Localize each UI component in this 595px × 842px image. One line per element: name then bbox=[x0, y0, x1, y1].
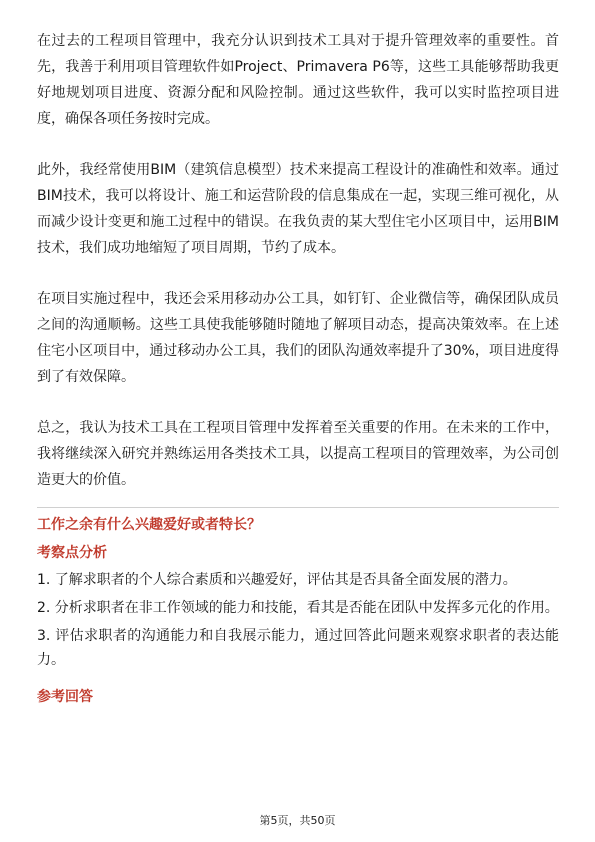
section-divider bbox=[37, 507, 559, 508]
paragraph: 在项目实施过程中，我还会采用移动办公工具，如钉钉、企业微信等，确保团队成员之间的沟通顺畅。这些工具使我能够随时随地了解项目动态，提高决策效率。在上述住宅小区项目中，通过移动办公工具，我们的团队沟通效率提升了30%，项目进度得到了有效保障。 bbox=[37, 291, 559, 385]
analysis-item: 2. 分析求职者在非工作领域的能力和技能，看其是否能在团队中发挥多元化的作用。 bbox=[37, 600, 559, 616]
page-content bbox=[37, 28, 559, 708]
answer-title: 参考回答 bbox=[37, 689, 93, 705]
paragraph: 在过去的工程项目管理中，我充分认识到技术工具对于提升管理效率的重要性。首先，我善于利用项目管理软件如Project、Primavera P6等，这些工具能够帮助我更好地规划项目进度、资源分配和风险控制。通过这些软件，我可以实时监控项目进度，确保各项任务按时完成。 bbox=[37, 33, 559, 127]
paragraph: 此外，我经常使用BIM（建筑信息模型）技术来提高工程设计的准确性和效率。通过BIM技术，我可以将设计、施工和运营阶段的信息集成在一起，实现三维可视化，从而减少设计变更和施工过程中的错误。在我负责的某大型住宅小区项目中，运用BIM技术，我们成功地缩短了项目周期，节约了成本。 bbox=[37, 162, 559, 256]
question-heading: 工作之余有什么兴趣爱好或者特长？ bbox=[37, 517, 261, 533]
page-number-footer: 第5页，共50页 bbox=[259, 814, 336, 827]
paragraph: 总之，我认为技术工具在工程项目管理中发挥着至关重要的作用。在未来的工作中，我将继续深入研究并熟练运用各类技术工具，以提高工程项目的管理效率，为公司创造更大的价值。 bbox=[37, 420, 559, 488]
analysis-item: 3. 评估求职者的沟通能力和自我展示能力，通过回答此问题来观察求职者的表达能力。 bbox=[37, 628, 559, 668]
analysis-item: 1. 了解求职者的个人综合素质和兴趣爱好，评估其是否具备全面发展的潜力。 bbox=[37, 572, 517, 588]
analysis-title: 考察点分析 bbox=[37, 545, 107, 561]
